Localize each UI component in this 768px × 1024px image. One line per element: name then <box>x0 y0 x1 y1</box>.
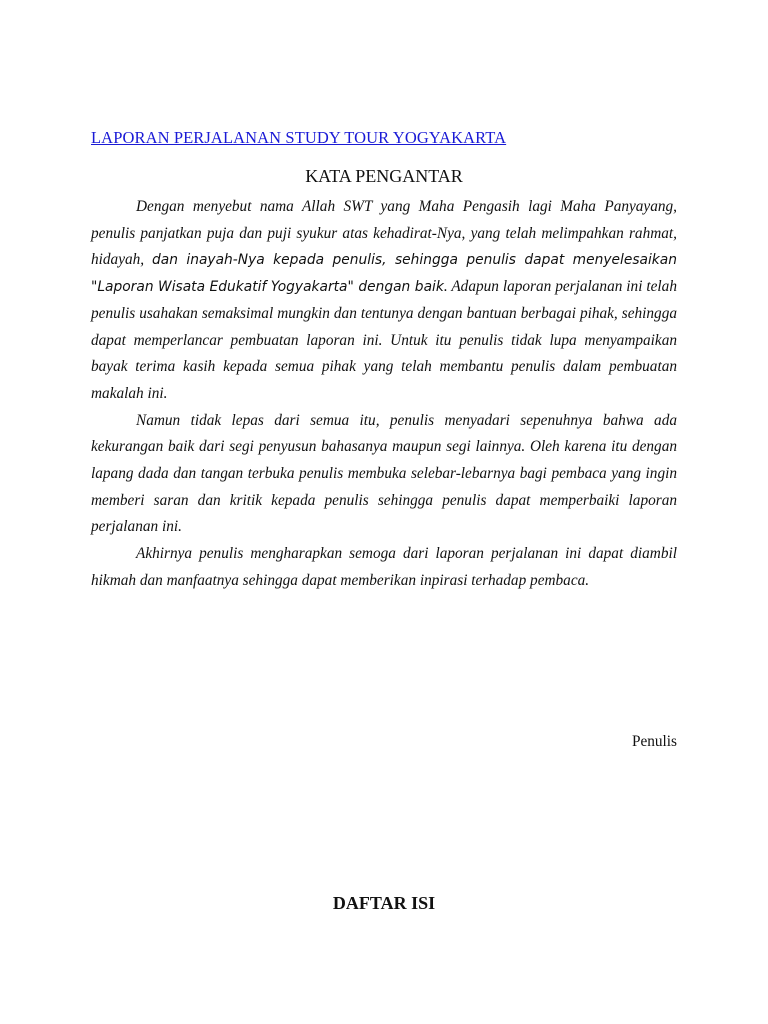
section-heading-kata-pengantar: KATA PENGANTAR <box>305 166 463 186</box>
foreword-body <box>91 194 677 595</box>
paragraph-1-part-a: Dengan menyebut nama Allah SWT yang Maha Pengasih lagi Maha Panyayang, penulis panjatkan puja dan puji syukur atas kehadirat-Nya, yang telah melimpahkan rahmat, hidayah, <box>91 198 677 269</box>
paragraph-3: Akhirnya penulis mengharapkan semoga dari laporan perjalanan ini dapat diambil hikmah dan manfaatnya sehingga dapat memberikan inpirasi terhadap pembaca. <box>91 545 677 589</box>
paragraph-1-part-c: . Adapun laporan perjalanan ini telah penulis usahakan semaksimal mungkin dan tentunya dengan bantuan berbagai pihak, sehingga dapat memperlancar pembuatan laporan ini. Untuk itu penulis tidak lupa menyampaikan bayak terima kasih kepada semua pihak yang telah membantu penulis dalam pembuatan makalah ini. <box>91 278 677 402</box>
paragraph-1-part-b: dan inayah-Nya kepada penulis, sehingga penulis dapat menyelesaikan "Laporan Wisata Edukatif Yogyakarta" dengan baik <box>91 252 677 296</box>
paragraph-2: Namun tidak lepas dari semua itu, penulis menyadari sepenuhnya bahwa ada kekurangan baik dari segi penyusun bahasanya maupun segi lainnya. Oleh karena itu dengan lapang dada dan tangan terbuka penulis membuka selebar-lebarnya bagi pembaca yang ingin memberi saran dan kritik kepada penulis sehingga penulis dapat memperbaiki laporan perjalanan ini. <box>91 411 677 536</box>
paragraph-1 <box>91 194 677 408</box>
section-heading-daftar-isi: DAFTAR ISI <box>332 893 436 913</box>
document-title-link[interactable]: LAPORAN PERJALANAN STUDY TOUR YOGYAKARTA <box>91 128 507 147</box>
signature-penulis: Penulis <box>631 733 677 750</box>
